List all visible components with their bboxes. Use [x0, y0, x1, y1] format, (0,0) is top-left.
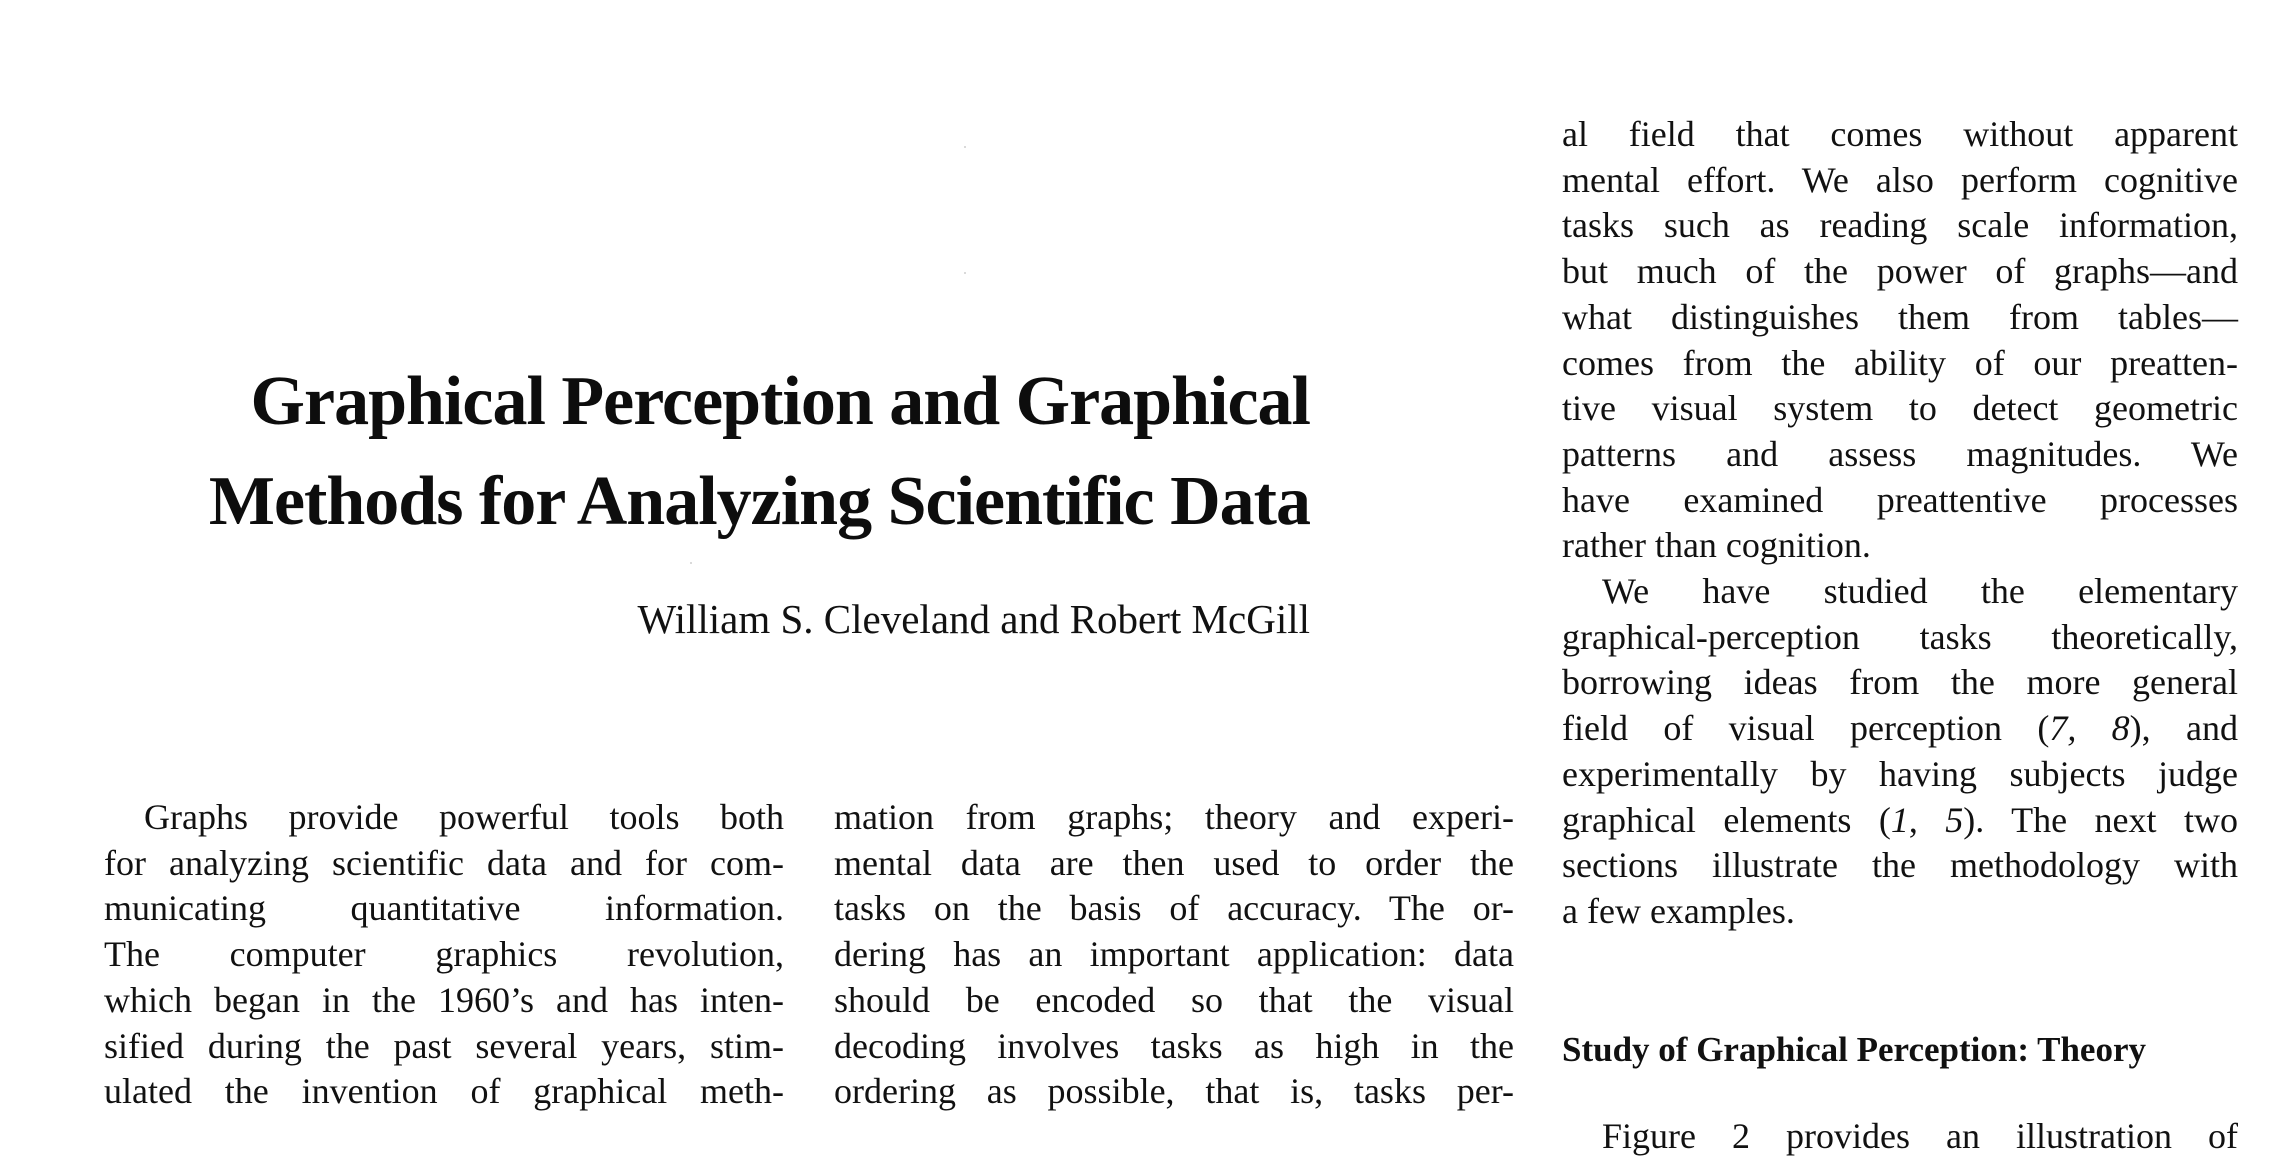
text-line: should be encoded so that the visual [834, 979, 1514, 1020]
text-line: tive visual system to detect geometric [1562, 388, 2238, 429]
text-segment: graphical elements ( [1562, 799, 1891, 840]
text-line: but much of the power of graphs—and [1562, 251, 2238, 292]
article-title-line-2: Methods for Analyzing Scientific Data [208, 463, 1310, 540]
text-line: patterns and assess magnitudes. We [1562, 433, 2238, 474]
scan-speck [964, 272, 966, 274]
text-segment: field of visual perception ( [1562, 708, 2050, 749]
text-line: municating quantitative information. [104, 888, 784, 929]
scan-speck [964, 146, 966, 148]
text-line: al field that comes without apparent [1562, 114, 2238, 154]
body-column-2 [834, 795, 1514, 1115]
citation-ref: 7, 8 [2049, 708, 2130, 749]
text-line: dering has an important application: data [834, 934, 1514, 975]
text-segment: ), and [2129, 708, 2238, 749]
text-segment: , [1908, 799, 1946, 840]
section-heading: Study of Graphical Perception: Theory [1562, 1030, 2146, 1069]
text-line: Graphs provide powerful tools both [144, 797, 784, 837]
text-line: We have studied the elementary [1602, 571, 2238, 612]
text-line: The computer graphics revolution, [104, 934, 784, 975]
text-line-with-citation [1562, 798, 2238, 844]
text-line: have examined preattentive processes [1562, 479, 2238, 520]
text-line: comes from the ability of our preatten- [1562, 342, 2238, 383]
cut-off-text-line: Figure 2 provides an illustration of [1602, 1116, 2238, 1156]
text-line: borrowing ideas from the more general [1562, 662, 2238, 703]
scan-speck [690, 562, 692, 564]
text-line: graphical-perception tasks theoretically, [1562, 616, 2238, 657]
text-line: ordering as possible, that is, tasks per- [834, 1071, 1514, 1112]
article-title-line-1: Graphical Perception and Graphical [250, 363, 1310, 440]
article-title [80, 352, 1310, 552]
text-line: experimentally by having subjects judge [1562, 753, 2238, 794]
body-column-1 [104, 795, 784, 1115]
text-line: what distinguishes them from tables— [1562, 296, 2238, 337]
text-line: a few examples. [1562, 890, 1795, 931]
text-line: tasks such as reading scale information, [1562, 205, 2238, 246]
article-authors: William S. Cleveland and Robert McGill [637, 596, 1310, 642]
text-line: mental data are then used to order the [834, 842, 1514, 883]
text-line: mental effort. We also perform cognitive [1562, 159, 2238, 200]
text-line: tasks on the basis of accuracy. The or- [834, 888, 1514, 929]
text-line: for analyzing scientific data and for com- [104, 842, 784, 883]
text-line: ulated the invention of graphical meth- [104, 1071, 784, 1112]
text-line: sections illustrate the methodology with [1562, 845, 2238, 886]
text-line: mation from graphs; theory and experi- [834, 797, 1514, 837]
text-line-with-citation [1562, 706, 2238, 752]
citation-ref: 1 [1890, 799, 1909, 840]
text-line: which began in the 1960’s and has inten- [104, 979, 784, 1020]
body-column-3 [1562, 112, 2238, 935]
text-line: rather than cognition. [1562, 525, 1871, 566]
text-line: decoding involves tasks as high in the [834, 1025, 1514, 1066]
citation-ref: 5 [1945, 799, 1964, 840]
text-line: sified during the past several years, stim- [104, 1025, 784, 1066]
text-segment: ). The next two [1963, 799, 2238, 840]
